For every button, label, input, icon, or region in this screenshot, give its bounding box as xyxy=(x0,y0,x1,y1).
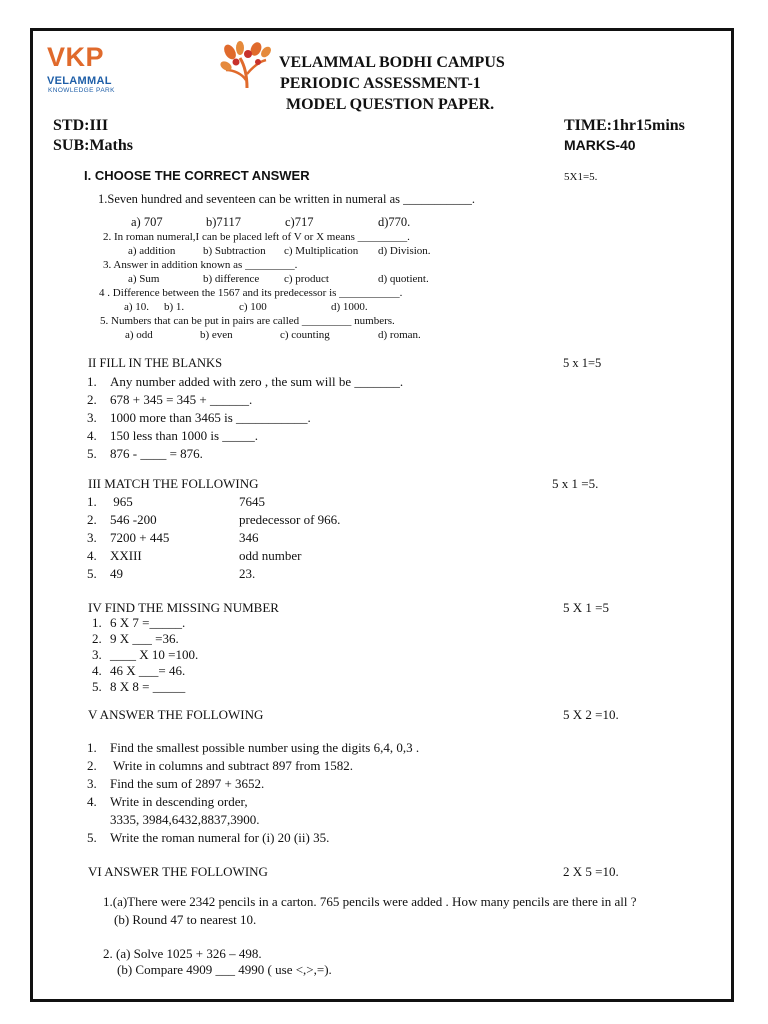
answer-item-4-cont: 3335, 3984,6432,8837,3900. xyxy=(110,812,260,827)
q4-text: 4 . Difference between the 1567 and its predecessor is ___________. xyxy=(99,287,403,299)
section2-marks: 5 x 1=5 xyxy=(563,356,602,370)
fill-item-4: 4. 150 less than 1000 is _____. xyxy=(87,428,259,443)
missing-item-1: 1. 6 X 7 =_____. xyxy=(92,615,186,630)
vkp-logo: VKP xyxy=(47,42,105,72)
missing-item-5: 5. 8 X 8 = _____ xyxy=(92,679,186,694)
vi-q1b: (b) Round 47 to nearest 10. xyxy=(114,912,257,927)
marks-label: MARKS-40 xyxy=(564,137,636,153)
campus-title: VELAMMAL BODHI CAMPUS xyxy=(279,54,505,71)
match-right-3: 346 xyxy=(239,530,259,545)
q2-text: 2. In roman numeral,I can be placed left of V or X means _________. xyxy=(103,231,410,243)
q3-opt-b: b) difference xyxy=(203,273,260,285)
section1-title: I. CHOOSE THE CORRECT ANSWER xyxy=(84,168,310,183)
vi-q1a: 1.(a)There were 2342 pencils in a carton. 765 pencils were added . How many pencils are there in all ? xyxy=(103,894,637,909)
section1-marks: 5X1=5. xyxy=(564,171,598,183)
paper-title: MODEL QUESTION PAPER. xyxy=(286,96,495,113)
match-right-2: predecessor of 966. xyxy=(239,512,341,527)
section5-marks: 5 X 2 =10. xyxy=(563,707,619,722)
q3-text: 3. Answer in addition known as _________. xyxy=(103,259,298,271)
q2-opt-c: c) Multiplication xyxy=(284,245,359,257)
campus-emblem-icon xyxy=(220,40,274,90)
fill-item-3: 3. 1000 more than 3465 is ___________. xyxy=(87,410,311,425)
q5-text: 5. Numbers that can be put in pairs are called _________ numbers. xyxy=(100,315,395,327)
vi-q2a: 2. (a) Solve 1025 + 326 – 498. xyxy=(103,946,262,961)
match-right-4: odd number xyxy=(239,548,302,563)
q2-opt-d: d) Division. xyxy=(378,245,431,257)
match-left-5: 5. 49 xyxy=(87,566,123,581)
q1-opt-b: b)7117 xyxy=(206,215,241,229)
q5-opt-b: b) even xyxy=(200,329,233,341)
missing-item-3: 3. ____ X 10 =100. xyxy=(92,647,199,662)
q5-opt-a: a) odd xyxy=(125,329,153,341)
section6-marks: 2 X 5 =10. xyxy=(563,864,619,879)
section4-title: IV FIND THE MISSING NUMBER xyxy=(88,600,279,615)
answer-item-3: 3. Find the sum of 2897 + 3652. xyxy=(87,776,265,791)
std-label: STD:III xyxy=(53,117,109,134)
q3-opt-a: a) Sum xyxy=(128,273,160,285)
q4-opt-c: c) 100 xyxy=(239,301,267,313)
section6-title: VI ANSWER THE FOLLOWING xyxy=(88,864,268,879)
missing-item-2: 2. 9 X ___ =36. xyxy=(92,631,179,646)
missing-item-4: 4. 46 X ___= 46. xyxy=(92,663,186,678)
q4-opt-a: a) 10. xyxy=(124,301,150,313)
q1-opt-c: c)717 xyxy=(285,215,314,229)
fill-item-1: 1. Any number added with zero , the sum will be _______. xyxy=(87,374,404,389)
section3-marks: 5 x 1 =5. xyxy=(552,476,599,491)
section2-title: II FILL IN THE BLANKS xyxy=(88,356,223,370)
match-left-2: 2. 546 -200 xyxy=(87,512,157,527)
section4-marks: 5 X 1 =5 xyxy=(563,600,609,615)
vi-q2b: (b) Compare 4909 ___ 4990 ( use <,>,=). xyxy=(117,962,332,977)
match-right-5: 23. xyxy=(239,566,256,581)
q4-opt-d: d) 1000. xyxy=(331,301,368,313)
section3-title: III MATCH THE FOLLOWING xyxy=(88,476,259,491)
match-left-3: 3. 7200 + 445 xyxy=(87,530,170,545)
q5-opt-c: c) counting xyxy=(280,329,330,341)
q1-opt-d: d)770. xyxy=(378,215,411,229)
answer-item-1: 1. Find the smallest possible number using the digits 6,4, 0,3 . xyxy=(87,740,420,755)
match-left-1: 1. 965 xyxy=(87,494,133,509)
q5-opt-d: d) roman. xyxy=(378,329,421,341)
logo-tagline: KNOWLEDGE PARK xyxy=(48,87,115,94)
fill-item-5: 5. 876 - ____ = 876. xyxy=(87,446,203,461)
q1-opt-a: a) 707 xyxy=(131,215,163,229)
q2-opt-a: a) addition xyxy=(128,245,176,257)
time-label: TIME:1hr15mins xyxy=(564,117,685,134)
q4-opt-b: b) 1. xyxy=(164,301,185,313)
q2-opt-b: b) Subtraction xyxy=(203,245,266,257)
match-left-4: 4. XXIII xyxy=(87,548,142,563)
match-right-1: 7645 xyxy=(239,494,265,509)
assessment-title: PERIODIC ASSESSMENT-1 xyxy=(280,75,481,92)
answer-item-4: 4. Write in descending order, xyxy=(87,794,248,809)
q3-opt-d: d) quotient. xyxy=(378,273,429,285)
logo-name: VELAMMAL xyxy=(47,75,112,87)
section5-title: V ANSWER THE FOLLOWING xyxy=(88,707,264,722)
q3-opt-c: c) product xyxy=(284,273,329,285)
answer-item-5: 5. Write the roman numeral for (i) 20 (ii) 35. xyxy=(87,830,330,845)
subject-label: SUB:Maths xyxy=(53,137,134,154)
answer-item-2: 2. Write in columns and subtract 897 from 1582. xyxy=(87,758,353,773)
fill-item-2: 2. 678 + 345 = 345 + ______. xyxy=(87,392,253,407)
q1-text: 1.Seven hundred and seventeen can be written in numeral as ___________. xyxy=(98,192,475,206)
